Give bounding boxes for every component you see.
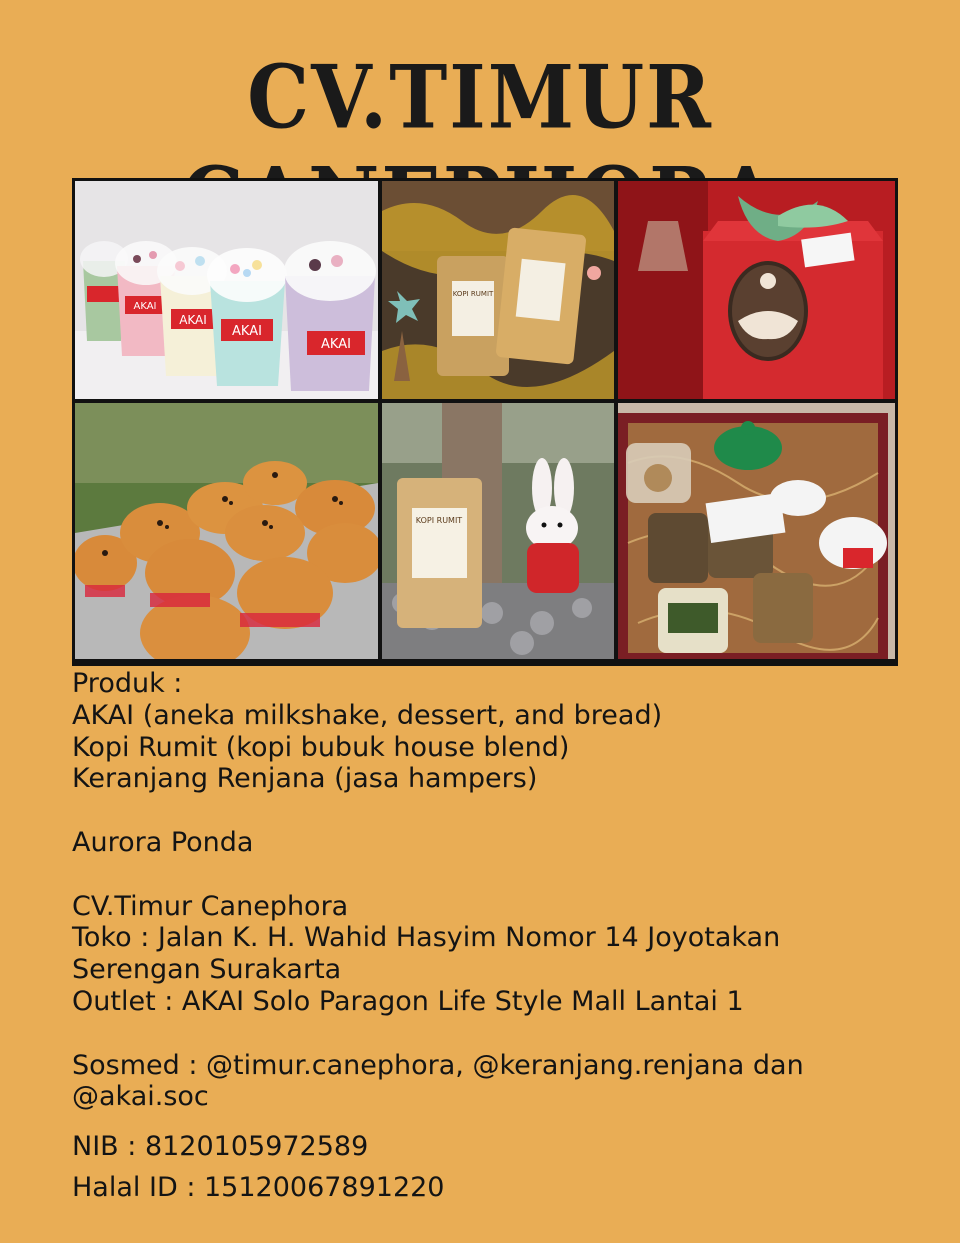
photo-bread-buns bbox=[75, 403, 378, 659]
photo-grid bbox=[72, 178, 898, 666]
bag-label: KOPI RUMIT bbox=[415, 516, 463, 525]
toko-address-line1: Toko : Jalan K. H. Wahid Hasyim Nomor 14 Joyotakan bbox=[72, 922, 781, 954]
produk-keranjang-renjana: Keranjang Renjana (jasa hampers) bbox=[72, 763, 538, 795]
photo-santa-hamper bbox=[618, 181, 895, 399]
sosmed-line1: Sosmed : @timur.canephora, @keranjang.renjana dan bbox=[72, 1049, 804, 1081]
nib-number: NIB : 8120105972589 bbox=[72, 1131, 369, 1163]
info-section bbox=[72, 668, 932, 1204]
cup-label: AKAI bbox=[321, 337, 351, 352]
company-name: CV.Timur Canephora bbox=[72, 890, 349, 922]
produk-kopi-rumit: Kopi Rumit (kopi bubuk house blend) bbox=[72, 731, 570, 763]
photo-kopi-rumit-christmas bbox=[382, 181, 614, 399]
cup-label: AKAI bbox=[179, 313, 207, 327]
produk-akai: AKAI (aneka milkshake, dessert, and bread) bbox=[72, 699, 663, 731]
photo-kopi-rumit-bunny bbox=[382, 403, 614, 659]
toko-address-line2: Serengan Surakarta bbox=[72, 954, 342, 986]
cup-label: AKAI bbox=[232, 324, 262, 339]
photo-akai-milkshakes bbox=[75, 181, 378, 399]
sosmed-line2: @akai.soc bbox=[72, 1081, 209, 1113]
photo-hamper-box bbox=[618, 403, 895, 659]
halal-id: Halal ID : 15120067891220 bbox=[72, 1171, 445, 1203]
owner-name: Aurora Ponda bbox=[72, 826, 254, 858]
bag-label: KOPI RUMIT bbox=[452, 290, 494, 298]
produk-heading: Produk : bbox=[72, 668, 183, 699]
outlet-address: Outlet : AKAI Solo Paragon Life Style Mall Lantai 1 bbox=[72, 985, 744, 1017]
cup-label: AKAI bbox=[133, 301, 157, 312]
page-title: CV.TIMUR bbox=[247, 47, 713, 149]
